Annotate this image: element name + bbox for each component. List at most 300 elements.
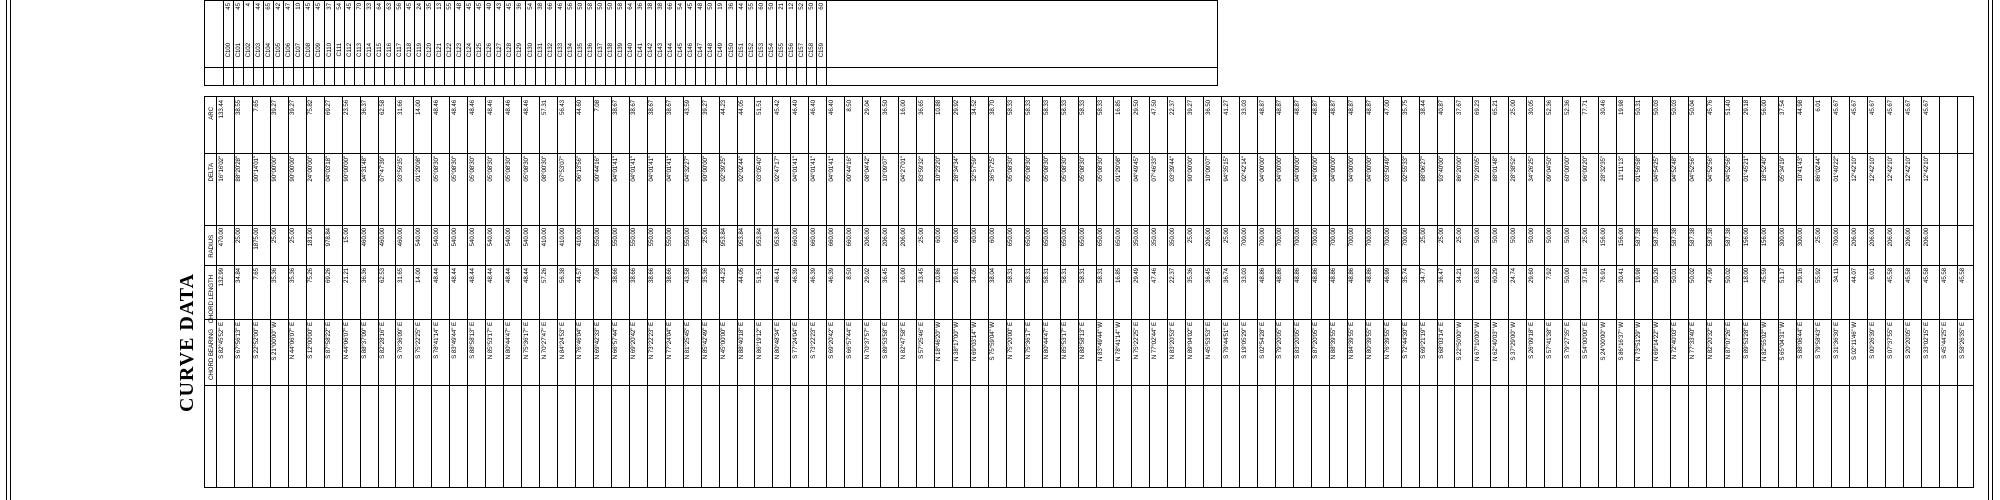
curve-value-cell: N 85°42'49" E <box>702 322 710 360</box>
curve-value-cell: 02°55'33" <box>1402 156 1410 182</box>
curve-value-cell: 38.55 <box>235 100 243 115</box>
curve-value-cell: 04°01'41" <box>809 156 817 182</box>
curve-value-cell: 38.04 <box>989 268 997 283</box>
curve-value-cell: S 02°54'28" E <box>1258 322 1266 359</box>
curve-value-cell: 88°20'28" <box>235 156 243 182</box>
fragment-cell: 45 <box>305 3 313 10</box>
curve-value-cell: 587.38 <box>1671 228 1679 247</box>
curve-value-cell: 58.31 <box>1061 268 1069 283</box>
curve-value-cell: S 88°06'44" E <box>1797 322 1804 359</box>
curve-value-cell: 58.31 <box>1007 268 1015 283</box>
curve-value-cell: 48.44 <box>468 268 476 283</box>
curve-value-cell: 46.39 <box>809 268 817 283</box>
curve-value-cell: 410.00 <box>540 228 548 247</box>
curve-value-cell: 46.40 <box>791 100 799 115</box>
curve-value-cell: 7.08 <box>594 268 602 280</box>
curve-value-cell: 29.61 <box>953 268 961 283</box>
curve-value-cell: S 79°44'51" E <box>1222 322 1230 359</box>
curve-value-cell: 36.45 <box>881 268 889 283</box>
fragment-cell: 47 <box>285 3 293 10</box>
curve-value-cell: 04°01'41" <box>827 156 835 182</box>
curve-value-cell: 45.67 <box>1904 100 1912 115</box>
curve-value-cell: 51.51 <box>755 100 763 115</box>
curve-value-cell: 60.00 <box>935 228 943 243</box>
curve-value-cell: 04°00'00" <box>1348 156 1356 182</box>
curve-value-cell: 35.36 <box>702 268 710 283</box>
curve-value-cell: N 84°39'55" E <box>1348 322 1356 360</box>
curve-value-cell: 650.00 <box>1114 228 1122 247</box>
curve-value-cell: 19.98 <box>1617 100 1625 115</box>
curve-value-cell: 50.01 <box>1671 268 1679 283</box>
curve-value-cell: 48.87 <box>1276 100 1284 115</box>
curve-value-cell: N 82°47'58" E <box>899 322 907 360</box>
curve-value-cell: 63.83 <box>1473 268 1481 283</box>
curve-value-cell: N 77°33'40" E <box>1689 322 1697 360</box>
curve-value-cell: S 69°21'19" E <box>1420 322 1428 359</box>
curve-value-cell: 50.00 <box>1527 228 1535 243</box>
curve-value-cell: 25.00 <box>1509 100 1517 115</box>
fragment-cell: 45 <box>225 3 232 10</box>
fragment-cell: 45 <box>345 3 353 10</box>
curve-value-cell: 14.00 <box>414 268 422 283</box>
curve-value-cell: 03°50'49" <box>1384 156 1392 182</box>
fragment-cell: 45 <box>235 3 243 10</box>
curve-value-cell: N 73°22'23" E <box>648 322 656 360</box>
curve-value-cell: 03°39'44" <box>1168 156 1176 182</box>
curve-value-cell: 39.27 <box>702 100 710 115</box>
curve-value-cell: 44.98 <box>1797 100 1804 115</box>
curve-id-cell: C115 <box>375 43 383 57</box>
curve-value-cell: 60.29 <box>1491 268 1499 283</box>
curve-value-cell: 35.74 <box>1402 268 1410 283</box>
curve-value-cell: 43.59 <box>684 100 692 115</box>
curve-value-cell: 700.00 <box>1258 228 1266 247</box>
curve-value-cell: 350.00 <box>1132 228 1140 247</box>
curve-value-cell: N 75°36'17" E <box>522 322 530 360</box>
curve-value-cell: S 77°24'04" E <box>791 322 799 359</box>
curve-value-cell: N 45°53'53" E <box>1204 322 1212 360</box>
curve-value-cell: 50.03 <box>1671 100 1679 115</box>
curve-value-cell: N 66°57'44" E <box>612 322 620 360</box>
fragment-cell: 56 <box>566 3 574 10</box>
curve-value-cell: 29.92 <box>953 100 961 115</box>
curve-id-cell: C157 <box>797 43 805 58</box>
curve-value-cell: 650.00 <box>1079 228 1087 247</box>
curve-value-cell: N 72°40'03" E <box>1671 322 1679 360</box>
fragment-cell: 52 <box>797 3 805 10</box>
curve-value-cell: N 67°10'00" W <box>1473 322 1481 361</box>
curve-value-cell: 34.52 <box>971 100 979 115</box>
band-divider <box>205 265 1973 266</box>
curve-label-table <box>204 0 1218 86</box>
curve-value-cell: 16°16'02" <box>217 156 225 182</box>
curve-id-cell: C116 <box>385 43 393 57</box>
curve-value-cell: 00°14'01" <box>253 156 261 182</box>
curve-value-cell: 25.00 <box>271 228 279 243</box>
curve-value-cell: 08°04'42" <box>863 156 871 182</box>
curve-value-cell: N 75°22'25" E <box>1132 322 1140 360</box>
curve-value-cell: S 57°41'38" E <box>1545 322 1553 359</box>
curve-value-cell: 460.00 <box>396 228 404 247</box>
curve-value-cell: N 85°53'17" E <box>486 322 494 360</box>
curve-value-cell: 36.45 <box>1204 268 1212 283</box>
curve-value-cell: 660.00 <box>827 228 835 247</box>
curve-value-cell: 460.00 <box>361 228 369 247</box>
curve-id-cell: C118 <box>405 43 413 57</box>
curve-value-cell: N 73°51'29" W <box>1635 322 1643 361</box>
curve-id-cell: C122 <box>446 43 454 58</box>
curve-value-cell: 45.58 <box>1922 268 1930 283</box>
fragment-cell: 45 <box>405 3 413 10</box>
curve-value-cell: 33.03 <box>1240 268 1248 283</box>
curve-value-cell: N 87°07'26" E <box>1725 322 1733 360</box>
curve-value-cell: 15.00 <box>343 228 351 243</box>
fragment-cell: 50 <box>596 3 604 10</box>
curve-value-cell: 206.00 <box>1886 228 1894 247</box>
curve-value-cell: 587.38 <box>1725 228 1733 247</box>
curve-value-cell: 36.36 <box>361 268 369 283</box>
curve-value-cell: 6.01 <box>1868 268 1876 280</box>
drawing-border-left-inner <box>10 0 11 500</box>
curve-value-cell: 90°00'00" <box>271 156 279 182</box>
curve-value-cell: N 89°04'02" E <box>1186 322 1194 360</box>
curve-value-cell: 86°20'00" <box>1455 156 1463 182</box>
curve-value-cell: 550.00 <box>666 228 674 247</box>
curve-id-cell: C106 <box>285 43 293 58</box>
curve-value-cell: 01°29'08" <box>414 156 422 182</box>
curve-id-cell: C132 <box>546 43 554 58</box>
curve-value-cell: 12°42'10" <box>1904 156 1912 182</box>
curve-value-cell: 16.00 <box>899 100 907 115</box>
curve-value-cell: N 82°20'32" E <box>1707 322 1715 360</box>
curve-value-cell: 58.33 <box>1025 100 1033 115</box>
curve-value-cell: 46.39 <box>827 268 835 283</box>
curve-value-cell: 60°00'00" <box>1563 156 1571 182</box>
curve-value-cell: 540.00 <box>432 228 440 247</box>
curve-value-cell: 156.00 <box>1617 228 1625 247</box>
curve-value-cell: 24°00'00" <box>307 156 315 182</box>
curve-value-cell: S 89°53'58" E <box>881 322 889 359</box>
curve-value-cell: N 75°36'17" E <box>1025 322 1033 360</box>
curve-value-cell: 08°00'30" <box>540 156 548 182</box>
fragment-cell: 63 <box>385 3 393 10</box>
curve-value-cell: 587.38 <box>1653 228 1661 247</box>
curve-value-cell: 45.59 <box>1761 268 1769 283</box>
fragment-cell: 36 <box>516 3 524 10</box>
curve-id-cell: C134 <box>566 43 574 58</box>
curve-value-cell: 32°57'59" <box>971 156 979 182</box>
curve-value-cell: 58.33 <box>1007 100 1015 115</box>
curve-value-cell: S 07°37'55" E <box>1886 322 1894 359</box>
curve-value-cell: 34.11 <box>1832 268 1840 283</box>
curve-value-cell: 90°00'00" <box>289 156 297 182</box>
curve-value-cell: N 18°46'20" W <box>935 322 943 361</box>
curve-value-cell: 700.00 <box>1312 228 1320 247</box>
curve-id-cell: C112 <box>345 43 353 57</box>
curve-id-cell: C136 <box>586 43 594 58</box>
curve-id-cell: C110 <box>325 43 333 57</box>
curve-value-cell: 58.31 <box>1025 268 1033 283</box>
fragment-cell: 46 <box>556 3 564 10</box>
curve-value-cell: 04°00'00" <box>1312 156 1320 182</box>
curve-value-cell: 30.05 <box>1527 100 1535 115</box>
curve-value-cell: S 82°28'16" E <box>379 322 387 359</box>
fragment-cell: 43 <box>496 3 504 10</box>
curve-value-cell: 23.56 <box>343 100 351 115</box>
curve-value-cell: N 84°24'53" E <box>558 322 566 360</box>
fragment-cell: 66 <box>667 3 675 10</box>
curve-value-cell: 7.92 <box>1545 268 1553 280</box>
curve-value-cell: 156.00 <box>1743 228 1751 247</box>
curve-value-cell: N 88°40'18" E <box>738 322 746 360</box>
curve-value-cell: N 44°06'07" E <box>343 322 351 360</box>
curve-value-cell: 01°45'21" <box>1743 156 1751 182</box>
curve-value-cell: 37.16 <box>1581 268 1589 283</box>
curve-value-cell: 650.00 <box>1043 228 1051 247</box>
curve-value-cell: 206.00 <box>863 228 871 247</box>
curve-id-cell: C149 <box>717 43 725 58</box>
curve-value-cell: 48.44 <box>522 268 530 283</box>
curve-value-cell: 38.67 <box>612 100 620 115</box>
curve-value-cell: 04°00'00" <box>1276 156 1284 182</box>
fragment-cell: 42 <box>275 3 283 10</box>
curve-value-cell: 25.00 <box>917 228 925 243</box>
curve-value-cell: 05°08'30" <box>450 156 458 182</box>
curve-value-cell: 40.87 <box>1438 100 1446 115</box>
curve-value-cell: 48.86 <box>1366 268 1374 283</box>
curve-value-cell: 48.86 <box>1294 268 1302 283</box>
curve-value-cell: 04°00'00" <box>1330 156 1338 182</box>
curve-value-cell: N 69°20'42" E <box>630 322 638 360</box>
curve-value-cell: 44.07 <box>1850 268 1858 283</box>
curve-value-cell: 77.71 <box>1581 100 1589 115</box>
curve-id-cell: C130 <box>526 43 534 58</box>
curve-value-cell: 38.66 <box>648 268 656 283</box>
curve-value-cell: 31.66 <box>396 100 404 115</box>
curve-value-cell: 12°42'10" <box>1850 156 1858 182</box>
curve-value-cell: S 45°44'25" E <box>1940 322 1948 359</box>
curve-value-cell: 06°13'56" <box>576 156 584 182</box>
curve-value-cell: S 20°20'05" E <box>1904 322 1912 359</box>
curve-id-cell: C114 <box>365 43 373 57</box>
curve-value-cell: N 70°27'47" E <box>540 322 548 360</box>
curve-value-cell: 953.84 <box>773 228 781 247</box>
curve-value-cell: 660.00 <box>809 228 817 247</box>
curve-id-cell: C102 <box>245 43 253 58</box>
curve-value-cell: 48.86 <box>1348 268 1356 283</box>
curve-id-cell: C147 <box>697 43 705 58</box>
curve-value-cell: 650.00 <box>1097 228 1104 247</box>
curve-value-cell: 953.84 <box>738 228 746 247</box>
curve-value-cell: N 80°44'47" E <box>504 322 512 360</box>
fragment-cell: 48 <box>456 3 464 10</box>
curve-value-cell: 35.36 <box>1186 268 1194 283</box>
curve-value-cell: 700.00 <box>1240 228 1248 247</box>
curve-value-cell: N 69°03'14" W <box>971 322 979 361</box>
curve-value-cell: 51.51 <box>755 268 763 283</box>
curve-value-cell: 700.00 <box>1348 228 1356 247</box>
curve-value-cell: 02°39'25" <box>720 156 728 182</box>
fragment-cell: 40 <box>486 3 494 10</box>
fragment-cell: 19 <box>717 3 725 10</box>
data-col-divider <box>1939 97 1940 487</box>
curve-value-cell: 132.99 <box>217 268 225 287</box>
curve-value-cell: 550.00 <box>684 228 692 247</box>
curve-value-cell: N 81°25'45" E <box>684 322 692 360</box>
curve-value-cell: 25.00 <box>1186 228 1194 243</box>
curve-value-cell: 12°42'10" <box>1868 156 1876 182</box>
curve-value-cell: 34.84 <box>235 268 243 283</box>
curve-value-cell: 28°32'35" <box>1599 156 1607 182</box>
curve-value-cell: S 22°52'00" E <box>253 322 261 359</box>
curve-value-cell: 04°31'48" <box>361 156 369 182</box>
curve-value-cell: 39.27 <box>271 100 279 115</box>
data-col-divider <box>1957 97 1958 487</box>
band-divider <box>205 153 1973 154</box>
curve-value-cell: 44.05 <box>738 100 746 115</box>
curve-value-cell: 37.54 <box>1779 100 1787 115</box>
curve-value-cell: 660.00 <box>791 228 799 247</box>
curve-value-cell: 156.00 <box>1599 228 1607 247</box>
fragment-cell: 58 <box>586 3 594 10</box>
curve-value-cell: 01°29'08" <box>1114 156 1122 182</box>
curve-value-cell: 25.00 <box>289 228 297 243</box>
curve-value-cell: 550.00 <box>594 228 602 247</box>
curve-value-cell: 460.00 <box>379 228 387 247</box>
curve-value-cell: 45.58 <box>1940 268 1948 283</box>
fragment-cell: 60 <box>757 3 765 10</box>
curve-value-cell: N 86°19'12" E <box>755 322 763 360</box>
curve-value-cell: N 80°44'47" E <box>1043 322 1051 360</box>
curve-value-cell: 36.50 <box>881 100 889 115</box>
curve-value-cell: 04°01'41" <box>666 156 674 182</box>
curve-value-cell: S 76°36'09" E <box>396 322 404 359</box>
curve-value-cell: 48.46 <box>432 100 440 115</box>
curve-value-cell: 10°09'07" <box>1204 156 1212 182</box>
curve-value-cell: 38.66 <box>666 268 674 283</box>
curve-value-cell: 700.00 <box>1402 228 1410 247</box>
curve-value-cell: 05°08'30" <box>1007 156 1015 182</box>
curve-value-cell: 39.27 <box>1186 100 1194 115</box>
fragment-cell: 65 <box>265 3 273 10</box>
band-divider <box>205 225 1973 226</box>
curve-value-cell: 60.00 <box>989 228 997 243</box>
curve-value-cell: 93°40'00" <box>1438 156 1446 182</box>
curve-value-cell: 69.27 <box>325 100 333 115</box>
curve-value-cell: 30.41 <box>1617 268 1625 283</box>
curve-value-cell: S 33°02'15" E <box>1922 322 1930 359</box>
curve-value-cell: 156.00 <box>1761 228 1769 247</box>
column-header: RADIUS <box>208 235 215 258</box>
curve-value-cell: 50.00 <box>1509 228 1517 243</box>
curve-value-cell: 1875.00 <box>253 228 261 250</box>
curve-value-cell: 50.03 <box>1653 100 1661 115</box>
curve-value-cell: 94°35'15" <box>1222 156 1230 182</box>
curve-value-cell: N 77°24'04" E <box>666 322 674 360</box>
curve-id-cell: C152 <box>747 43 755 58</box>
curve-id-cell: C109 <box>315 43 323 58</box>
curve-value-cell: 35.36 <box>289 268 297 283</box>
curve-value-cell: 550.00 <box>648 228 656 247</box>
curve-value-cell: S 73°22'23" E <box>809 322 817 359</box>
curve-id-cell: C153 <box>757 43 765 58</box>
curve-value-cell: S 79°27'35" E <box>1563 322 1571 359</box>
curve-value-cell: 44.23 <box>720 100 728 115</box>
curve-value-cell: 57.26 <box>540 268 548 283</box>
curve-value-cell: 48.86 <box>1330 268 1338 283</box>
curve-value-cell: S 00°26'39" E <box>1868 322 1876 359</box>
curve-value-cell: 51.17 <box>1779 268 1787 283</box>
curve-value-cell: S 54°00'00" E <box>1581 322 1589 359</box>
curve-id-cell: C119 <box>415 43 423 57</box>
curve-value-cell: 02°42'14" <box>1240 156 1248 182</box>
curve-value-cell: 60.00 <box>953 228 961 243</box>
curve-value-cell: 55.92 <box>1814 268 1822 283</box>
fragment-cell: 35 <box>426 3 433 10</box>
curve-value-cell: 45.67 <box>1832 100 1840 115</box>
curve-value-cell: 00°44'16" <box>594 156 602 182</box>
curve-value-cell: 540.00 <box>522 228 530 247</box>
fragment-cell: 38 <box>536 3 544 10</box>
curve-value-cell: 75.82 <box>307 100 315 115</box>
curve-value-cell: 58.33 <box>1079 100 1087 115</box>
curve-value-cell: 04°27'01" <box>899 156 907 182</box>
curve-value-cell: 29.50 <box>1132 100 1140 115</box>
curve-value-cell: 05°08'30" <box>486 156 494 182</box>
curve-value-cell: 58.33 <box>1061 100 1069 115</box>
curve-value-cell: 50.31 <box>1635 100 1643 115</box>
curve-value-cell: 05°08'30" <box>468 156 476 182</box>
curve-id-cell: C145 <box>677 43 685 58</box>
curve-value-cell: S 69°20'42" E <box>827 322 835 359</box>
curve-value-cell: 700.00 <box>1832 228 1840 247</box>
curve-id-cell: C142 <box>647 43 655 58</box>
label-col-divider <box>826 1 827 85</box>
curve-id-cell: C139 <box>616 43 624 58</box>
curve-value-cell: 25.00 <box>1438 228 1446 243</box>
curve-value-cell: 48.44 <box>486 268 494 283</box>
curve-id-cell: C133 <box>556 43 564 58</box>
curve-value-cell: 47.00 <box>1384 100 1392 115</box>
curve-value-cell: 410.00 <box>558 228 566 247</box>
curve-value-cell: 47.46 <box>1150 268 1158 283</box>
curve-value-cell: 34°26'25" <box>1527 156 1535 182</box>
curve-value-cell: N 75°20'00" E <box>1007 322 1015 360</box>
curve-value-cell: N 44°06'07" E <box>289 322 297 360</box>
curve-value-cell: 45.67 <box>1868 100 1876 115</box>
curve-id-cell: C111 <box>335 43 343 57</box>
curve-value-cell: S 75°22'25" E <box>414 322 422 359</box>
curve-value-cell: N 76°39'55" E <box>1384 322 1392 360</box>
curve-value-cell: 50.00 <box>1473 228 1481 243</box>
curve-id-cell: C137 <box>596 43 604 58</box>
drawing-border-right-inner <box>1992 0 1993 500</box>
curve-value-cell: 19.98 <box>1635 268 1643 283</box>
curve-value-cell: 00°44'16" <box>845 156 853 182</box>
curve-value-cell: 25.00 <box>1222 228 1230 243</box>
curve-value-cell: 05°08'30" <box>1061 156 1069 182</box>
fragment-cell: 44 <box>255 3 263 10</box>
curve-id-cell: C140 <box>627 43 634 58</box>
curve-value-cell: 410.00 <box>576 228 584 247</box>
curve-value-cell: N 62°40'03" W <box>1491 322 1499 361</box>
curve-data-table <box>204 96 1974 488</box>
curve-value-cell: 38.67 <box>648 100 656 115</box>
curve-value-cell: 48.87 <box>1312 100 1320 115</box>
curve-value-cell: 540.00 <box>468 228 476 247</box>
fragment-cell: 21 <box>777 3 785 10</box>
curve-value-cell: S 22°50'00" W <box>1455 322 1463 361</box>
